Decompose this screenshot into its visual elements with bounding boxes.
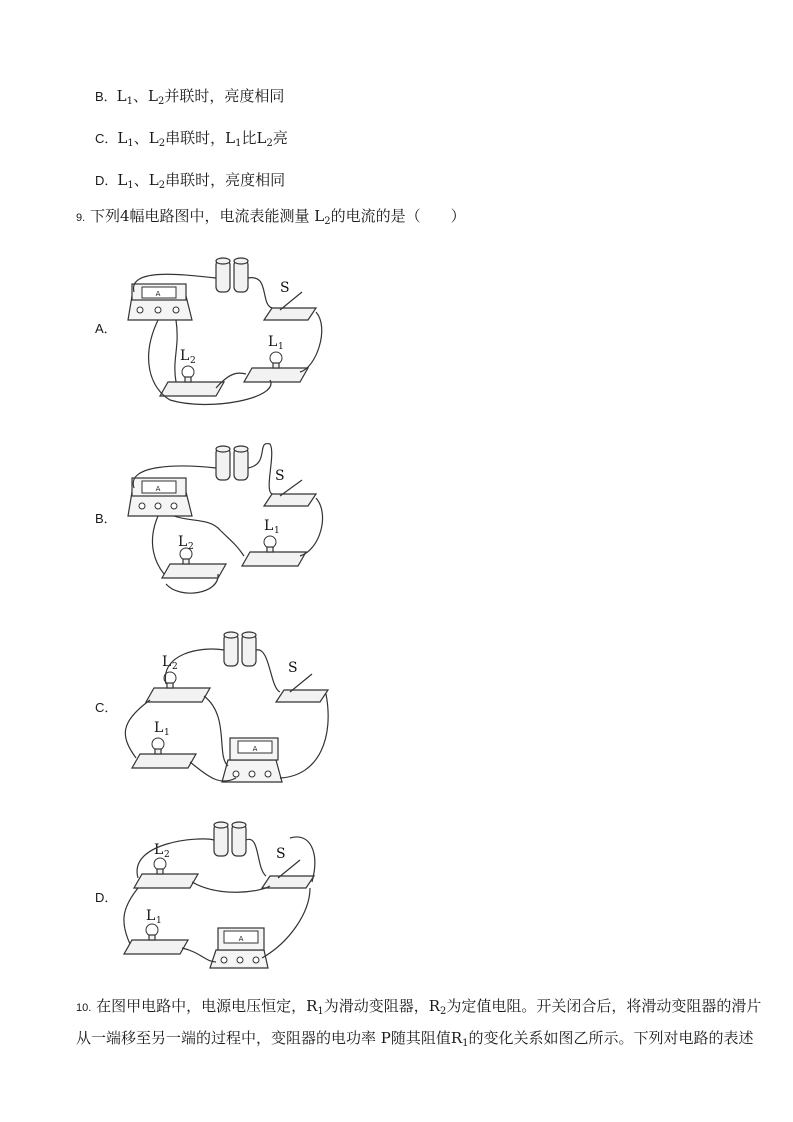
lamp-label: L xyxy=(154,720,164,736)
ammeter-icon xyxy=(210,928,268,968)
question-10-line-2 xyxy=(76,1028,754,1048)
option-d-prev xyxy=(95,170,285,191)
question-10-line-1 xyxy=(76,996,761,1018)
subscript: 1 xyxy=(127,180,134,191)
question-text: 从一端移至另一端的过程中，变阻器的电功率 P随其阻值R xyxy=(76,1029,463,1047)
lamp-l2-icon xyxy=(134,842,198,888)
subscript: 1 xyxy=(317,1006,324,1017)
option-letter: D． xyxy=(95,890,118,905)
subscript: 2 xyxy=(158,180,166,191)
ammeter-label: A xyxy=(155,290,161,298)
switch-label: S xyxy=(276,846,286,862)
question-text: 的变化关系如图乙所示。下列对电路的表述 xyxy=(468,1029,754,1047)
lamp-symbol: L xyxy=(256,129,267,147)
q9-option-a-letter xyxy=(95,318,117,339)
lamp-label: L xyxy=(268,334,278,350)
subscript: 1 xyxy=(127,138,134,149)
option-letter: C． xyxy=(95,131,118,146)
ammeter-label: A xyxy=(238,935,244,943)
question-number: 10. xyxy=(76,1002,92,1014)
lamp-symbol: L xyxy=(117,171,128,189)
lamp-label: L xyxy=(178,534,188,550)
lamp-l2-icon xyxy=(162,534,226,578)
battery-icon xyxy=(216,258,248,292)
switch-label: S xyxy=(275,468,285,484)
lamp-label: L xyxy=(162,654,172,670)
lamp-l2-icon xyxy=(160,348,224,396)
switch-label: S xyxy=(280,280,290,296)
lamp-symbol: L xyxy=(117,129,128,147)
lamp-subscript: 1 xyxy=(164,728,170,738)
ammeter-icon xyxy=(128,478,192,516)
circuit-diagram-a xyxy=(120,248,330,413)
question-text: 为定值电阻。开关闭合后，将滑动变阻器的滑片 xyxy=(446,997,762,1015)
switch-icon xyxy=(276,660,328,702)
question-text: 下列4幅电路图中，电流表能测量 L xyxy=(89,207,325,225)
lamp-symbol: L xyxy=(148,171,159,189)
option-text: 比 xyxy=(241,129,257,147)
subscript: 2 xyxy=(440,1006,447,1017)
switch-icon xyxy=(264,280,316,320)
option-text: 串联时，亮度相同 xyxy=(165,171,286,189)
separator: 、 xyxy=(133,129,149,147)
lamp-symbol: L xyxy=(116,87,127,105)
lamp-label: L xyxy=(180,348,190,364)
lamp-l1-icon xyxy=(242,518,306,566)
question-number: 9. xyxy=(76,212,86,224)
circuit-diagram-c xyxy=(120,626,330,790)
lamp-l2-icon xyxy=(146,654,210,702)
separator: 、 xyxy=(133,87,149,105)
q9-option-b-letter xyxy=(95,508,117,529)
option-letter: D． xyxy=(95,173,118,188)
option-c-prev xyxy=(95,128,288,149)
option-letter: C． xyxy=(95,700,118,715)
q9-option-c-letter xyxy=(95,697,117,718)
ammeter-label: A xyxy=(155,485,161,493)
lamp-subscript: 2 xyxy=(164,850,170,860)
lamp-subscript: 1 xyxy=(278,342,284,352)
circuit-diagram-d xyxy=(120,812,330,972)
option-text: 亮 xyxy=(272,129,288,147)
circuit-diagram-b xyxy=(120,434,330,602)
switch-icon xyxy=(264,468,316,506)
subscript: 2 xyxy=(158,96,165,107)
lamp-l1-icon xyxy=(124,908,188,954)
option-letter: B． xyxy=(95,89,117,104)
question-text: 的电流的是（ ） xyxy=(330,207,466,225)
option-letter: B． xyxy=(95,511,117,526)
separator: 、 xyxy=(133,171,149,189)
subscript: 1 xyxy=(462,1038,469,1049)
lamp-symbol: L xyxy=(225,129,236,147)
lamp-subscript: 2 xyxy=(188,542,194,552)
question-text: 在图甲电路中，电源电压恒定，R xyxy=(96,997,318,1015)
subscript: 2 xyxy=(324,216,331,227)
ammeter-label: A xyxy=(252,745,258,753)
lamp-subscript: 1 xyxy=(156,916,162,926)
question-9 xyxy=(76,206,466,228)
question-text: 为滑动变阻器，R xyxy=(323,997,441,1015)
subscript: 2 xyxy=(266,138,273,149)
lamp-symbol: L xyxy=(148,129,159,147)
lamp-label: L xyxy=(264,518,274,534)
ammeter-icon xyxy=(128,284,192,320)
option-text: 并联时，亮度相同 xyxy=(164,87,285,105)
battery-icon xyxy=(216,446,248,480)
lamp-l1-icon xyxy=(132,720,196,768)
lamp-label: L xyxy=(146,908,156,924)
option-letter: A． xyxy=(95,321,117,336)
lamp-label: L xyxy=(154,842,164,858)
ammeter-icon xyxy=(222,738,282,782)
q9-option-d-letter xyxy=(95,887,117,908)
option-b-prev xyxy=(95,86,284,107)
lamp-l1-icon xyxy=(244,334,308,382)
subscript: 1 xyxy=(235,138,242,149)
lamp-subscript: 2 xyxy=(190,356,196,366)
battery-icon xyxy=(224,632,256,666)
subscript: 2 xyxy=(158,138,166,149)
option-text: 串联时， xyxy=(165,129,226,147)
subscript: 1 xyxy=(126,96,134,107)
switch-icon xyxy=(262,846,314,888)
battery-icon xyxy=(214,822,246,856)
switch-label: S xyxy=(288,660,298,676)
lamp-symbol: L xyxy=(148,87,158,105)
lamp-subscript: 1 xyxy=(274,526,280,536)
lamp-subscript: 2 xyxy=(172,662,178,672)
